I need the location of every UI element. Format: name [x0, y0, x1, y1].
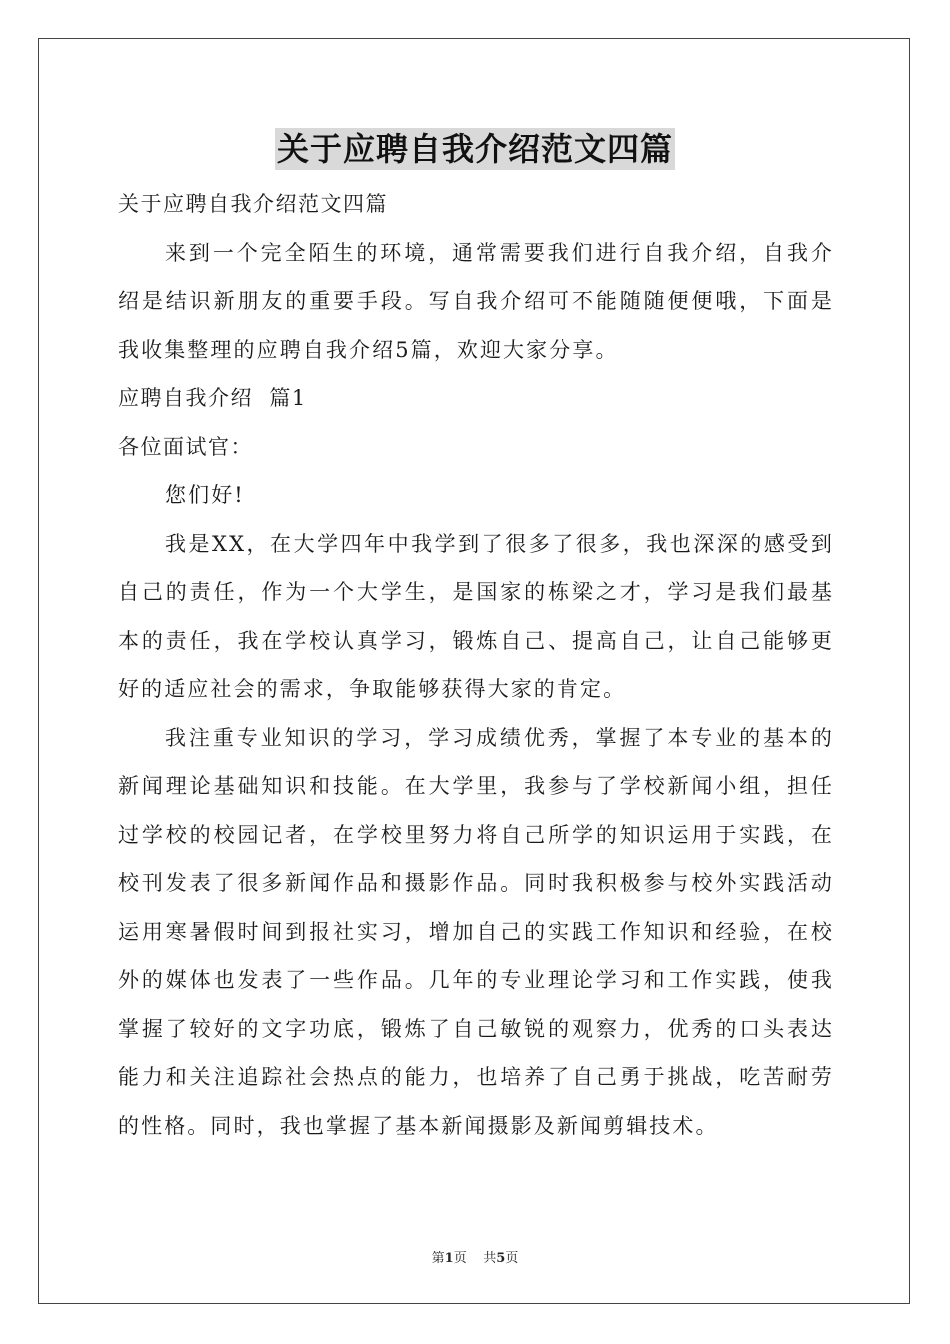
intro-paragraph: 来到一个完全陌生的环境，通常需要我们进行自我介绍，自我介绍是结识新朋友的重要手段。写自我介绍可不能随随便便哦，下面是我收集整理的应聘自我介绍5篇，欢迎大家分享。 [118, 240, 834, 362]
document-subtitle: 关于应聘自我介绍范文四篇 [118, 192, 388, 216]
title-container [0, 128, 950, 170]
page-total: 5 [496, 1251, 506, 1266]
greeting: 您们好! [165, 483, 245, 507]
salutation: 各位面试官： [118, 434, 253, 459]
page-prefix: 第 [431, 1251, 445, 1266]
page-suffix: 页 [453, 1251, 467, 1266]
total-suffix: 页 [505, 1251, 519, 1266]
section-heading: 应聘自我介绍 篇1 [118, 386, 307, 410]
total-prefix: 共 [483, 1251, 497, 1266]
document-body [118, 180, 834, 1150]
page-current: 1 [444, 1251, 454, 1266]
body-paragraph-2: 我注重专业知识的学习，学习成绩优秀，掌握了本专业的基本的新闻理论基础知识和技能。在大学里，我参与了学校新闻小组，担任过学校的校园记者，在学校里努力将自己所学的知识运用于实践，在校刊发表了很多新闻作品和摄影作品。同时我积极参与校外实践活动运用寒暑假时间到报社实习，增加自己的实践工作知识和经验，在校外的媒体也发表了一些作品。几年的专业理论学习和工作实践，使我掌握了较好的文字功底，锻炼了自己敏锐的观察力，优秀的口头表达能力和关注追踪社会热点的能力，也培养了自己勇于挑战，吃苦耐劳的性格。同时，我也掌握了基本新闻摄影及新闻剪辑技术。 [118, 725, 834, 1138]
document-title: 关于应聘自我介绍范文四篇 [276, 130, 673, 168]
body-paragraph-1: 我是XX，在大学四年中我学到了很多了很多，我也深深的感受到自己的责任，作为一个大学生，是国家的栋梁之才，学习是我们最基本的责任，我在学校认真学习，锻炼自己、提高自己，让自己能够更好的适应社会的需求，争取能够获得大家的肯定。 [118, 531, 834, 701]
page-footer [0, 1247, 950, 1266]
